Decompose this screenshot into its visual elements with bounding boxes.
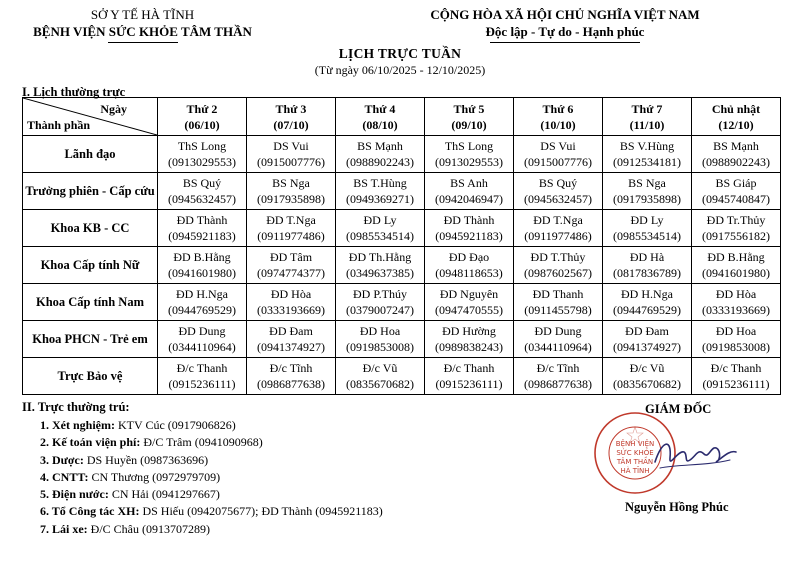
duty-cell xyxy=(158,136,247,173)
duty-value: Đ/C Trâm (0941090968) xyxy=(140,435,263,450)
staff-phone: (0987602567) xyxy=(524,266,592,280)
staff-phone: (0941601980) xyxy=(168,266,236,280)
nation-motto: Độc lập - Tự do - Hạnh phúc xyxy=(485,24,645,39)
staff-phone: (0911455798) xyxy=(524,303,592,317)
staff-phone: (0945632457) xyxy=(524,192,592,206)
list-item xyxy=(40,486,383,503)
day-header xyxy=(158,98,247,136)
staff-phone: (0917556182) xyxy=(702,229,770,243)
duty-cell xyxy=(603,247,692,284)
staff-phone: (0917935898) xyxy=(257,192,325,206)
day-name: Thứ 6 xyxy=(542,101,574,116)
staff-name: BS Mạnh xyxy=(713,139,759,153)
svg-text:SỨC KHỎE: SỨC KHỎE xyxy=(616,449,654,457)
duty-cell xyxy=(514,358,603,395)
staff-phone: (0945632457) xyxy=(168,192,236,206)
corner-label-component: Thành phần xyxy=(27,118,91,132)
staff-name: ĐD P.Thúy xyxy=(352,287,407,301)
table-corner-cell xyxy=(23,98,158,136)
document-date-range: (Từ ngày 06/10/2025 - 12/10/2025) xyxy=(314,63,486,77)
day-header xyxy=(514,98,603,136)
table-body xyxy=(23,136,781,395)
staff-phone: (0915007776) xyxy=(524,155,592,169)
table-row xyxy=(23,284,781,321)
duty-cell xyxy=(425,284,514,321)
staff-name: BS Nga xyxy=(272,176,310,190)
duty-cell xyxy=(158,210,247,247)
staff-name: BS Giáp xyxy=(715,176,757,190)
staff-phone: (0344110964) xyxy=(524,340,592,354)
department-cell: Lãnh đạo xyxy=(23,136,158,173)
duty-cell xyxy=(692,284,781,321)
day-name: Thứ 2 xyxy=(186,101,218,116)
staff-name: BS V.Hùng xyxy=(619,139,675,153)
staff-phone: (0344110964) xyxy=(168,340,236,354)
duty-value: CN Thương (0972979709) xyxy=(88,469,221,484)
staff-name: ĐD Nguyên xyxy=(439,287,499,301)
day-header xyxy=(247,98,336,136)
staff-phone: (0947470555) xyxy=(435,303,503,317)
table-row xyxy=(23,136,781,173)
duty-cell xyxy=(692,358,781,395)
staff-phone: (0919853008) xyxy=(702,340,770,354)
staff-name: Đ/c Vũ xyxy=(362,361,398,375)
day-name: Thứ 4 xyxy=(364,101,396,116)
duty-cell xyxy=(692,247,781,284)
duty-cell xyxy=(158,173,247,210)
staff-name: ĐD H.Nga xyxy=(176,287,228,301)
staff-name: Đ/c Vũ xyxy=(629,361,665,375)
staff-phone: (0989838243) xyxy=(435,340,503,354)
staff-phone: (0945921183) xyxy=(435,229,503,243)
staff-name: ĐD Dung xyxy=(178,324,226,338)
duty-cell xyxy=(692,173,781,210)
duty-cell xyxy=(158,358,247,395)
staff-name: ĐD Hoa xyxy=(715,324,757,338)
list-item xyxy=(40,417,383,434)
department-cell: Trưởng phiên - Cấp cứu xyxy=(23,173,158,210)
staff-name: BS Mạnh xyxy=(357,139,403,153)
staff-phone: (0917935898) xyxy=(613,192,681,206)
staff-phone: (0949369271) xyxy=(346,192,414,206)
org-underline xyxy=(108,42,178,43)
staff-phone: (0948118653) xyxy=(435,266,503,280)
staff-name: ĐD T.Nga xyxy=(533,213,583,227)
handwritten-signature-icon xyxy=(650,420,740,480)
duty-cell xyxy=(247,247,336,284)
staff-phone: (0944769529) xyxy=(613,303,681,317)
duty-value: CN Hải (0941297667) xyxy=(108,487,220,502)
duty-cell xyxy=(336,284,425,321)
staff-name: ĐD Thanh xyxy=(532,287,584,301)
staff-name: ĐD Hà xyxy=(629,250,665,264)
duty-cell xyxy=(247,136,336,173)
department-cell: Khoa PHCN - Trẻ em xyxy=(23,321,158,358)
staff-name: ĐD Đam xyxy=(625,324,669,338)
staff-name: ThS Long xyxy=(444,139,494,153)
staff-name: BS Anh xyxy=(450,176,488,190)
staff-name: BS T.Hùng xyxy=(353,176,407,190)
signature-title: GIÁM ĐỐC xyxy=(645,402,712,416)
department-cell: Trực Bảo vệ xyxy=(23,358,158,395)
staff-name: DS Vui xyxy=(273,139,309,153)
duty-label: 5. Điện nước: xyxy=(40,487,109,502)
staff-phone: (0941601980) xyxy=(702,266,770,280)
national-header xyxy=(420,6,710,43)
duty-cell xyxy=(692,136,781,173)
duty-cell xyxy=(158,321,247,358)
staff-phone: (0817836789) xyxy=(613,266,681,280)
duty-cell xyxy=(603,136,692,173)
staff-name: Đ/c Thanh xyxy=(176,361,228,375)
staff-name: ĐD H.Nga xyxy=(621,287,673,301)
org-line-1: SỞ Y TẾ HÀ TĨNH xyxy=(90,7,195,22)
duty-cell xyxy=(425,247,514,284)
staff-name: ĐD Hòa xyxy=(270,287,312,301)
staff-phone: (0985534514) xyxy=(346,229,414,243)
staff-phone: (0988902243) xyxy=(702,155,770,169)
list-item xyxy=(40,434,383,451)
staff-name: ĐD Đạo xyxy=(448,250,490,264)
staff-phone: (0915236111) xyxy=(702,377,770,391)
duty-cell xyxy=(425,136,514,173)
motto-underline xyxy=(490,42,640,43)
staff-phone: (0379007247) xyxy=(346,303,414,317)
table-row xyxy=(23,210,781,247)
staff-name: Đ/c Tĩnh xyxy=(536,361,580,375)
duty-cell xyxy=(247,358,336,395)
staff-name: BS Nga xyxy=(628,176,666,190)
duty-label: 7. Lái xe: xyxy=(40,521,88,536)
duty-label: 2. Kế toán viện phí: xyxy=(40,435,141,450)
day-header xyxy=(692,98,781,136)
duty-label: 6. Tổ Công tác XH: xyxy=(40,504,140,519)
duty-cell xyxy=(247,284,336,321)
table-row xyxy=(23,247,781,284)
duty-cell xyxy=(692,210,781,247)
staff-name: ĐD Th.Hằng xyxy=(348,250,412,264)
staff-name: ĐD Thành xyxy=(443,213,495,227)
duty-value: DS Huyền (0987363696) xyxy=(83,452,209,467)
table-row xyxy=(23,358,781,395)
staff-phone: (0915007776) xyxy=(257,155,325,169)
duty-value: KTV Cúc (0917906826) xyxy=(115,418,236,432)
staff-name: ĐD Hoa xyxy=(359,324,401,338)
staff-phone: (0915236111) xyxy=(435,377,503,391)
resident-duty-list xyxy=(40,417,383,538)
day-header xyxy=(603,98,692,136)
duty-label: 3. Dược: xyxy=(40,452,84,467)
duty-cell xyxy=(425,321,514,358)
duty-cell xyxy=(603,284,692,321)
duty-cell xyxy=(336,210,425,247)
org-line-2: BỆNH VIỆN SỨC KHỎE TÂM THẦN xyxy=(33,24,252,39)
nation-line-1: CỘNG HÒA XÃ HỘI CHỦ NGHĨA VIỆT NAM xyxy=(430,7,700,22)
staff-name: ĐD T.Nga xyxy=(266,213,316,227)
duty-cell xyxy=(514,284,603,321)
staff-name: ĐD Tâm xyxy=(269,250,313,264)
duty-cell xyxy=(514,173,603,210)
day-name: Chủ nhật xyxy=(711,101,761,116)
day-date: (12/10) xyxy=(718,117,754,132)
table-row xyxy=(23,173,781,210)
staff-name: ĐD Dung xyxy=(534,324,582,338)
signer-name: Nguyễn Hồng Phúc xyxy=(625,500,729,514)
duty-value: DS Hiếu (0942075677); ĐD Thành (0945921183) xyxy=(139,504,383,519)
svg-text:HÀ TĨNH: HÀ TĨNH xyxy=(620,467,650,475)
duty-cell xyxy=(247,173,336,210)
staff-phone: (0941374927) xyxy=(257,340,325,354)
duty-schedule-table xyxy=(22,97,781,395)
staff-phone: (0941374927) xyxy=(613,340,681,354)
staff-phone: (0911977486) xyxy=(524,229,592,243)
list-item xyxy=(40,452,383,469)
day-date: (06/10) xyxy=(184,117,220,132)
duty-label: 4. CNTT: xyxy=(40,469,89,484)
staff-phone: (0985534514) xyxy=(613,229,681,243)
department-cell: Khoa Cấp tính Nữ xyxy=(23,247,158,284)
staff-name: DS Vui xyxy=(540,139,576,153)
duty-cell xyxy=(514,247,603,284)
staff-phone: (0986877638) xyxy=(257,377,325,391)
staff-phone: (0349637385) xyxy=(346,266,414,280)
staff-phone: (0913029553) xyxy=(435,155,503,169)
day-date: (07/10) xyxy=(273,117,309,132)
section-2-heading: II. Trực thường trú: xyxy=(22,400,130,414)
staff-name: ĐD B.Hằng xyxy=(707,250,765,264)
day-header xyxy=(336,98,425,136)
staff-name: ĐD Ly xyxy=(363,213,397,227)
staff-name: BS Quý xyxy=(182,176,222,190)
staff-phone: (0912534181) xyxy=(613,155,681,169)
staff-phone: (0333193669) xyxy=(702,303,770,317)
duty-cell xyxy=(603,358,692,395)
staff-phone: (0915236111) xyxy=(168,377,236,391)
table-row xyxy=(23,321,781,358)
duty-cell xyxy=(336,173,425,210)
staff-name: Đ/c Thanh xyxy=(710,361,762,375)
staff-name: ĐD Hường xyxy=(442,324,496,338)
staff-phone: (0911977486) xyxy=(257,229,325,243)
staff-name: ĐD Đam xyxy=(269,324,313,338)
day-name: Thứ 7 xyxy=(631,101,663,116)
staff-phone: (0986877638) xyxy=(524,377,592,391)
duty-cell xyxy=(425,173,514,210)
day-header xyxy=(425,98,514,136)
duty-cell xyxy=(336,321,425,358)
duty-cell xyxy=(425,358,514,395)
staff-phone: (0919853008) xyxy=(346,340,414,354)
staff-phone: (0942046947) xyxy=(435,192,503,206)
staff-name: ĐD Tr.Thủy xyxy=(706,213,766,227)
staff-name: ĐD T.Thủy xyxy=(530,250,586,264)
day-date: (11/10) xyxy=(629,117,665,132)
staff-name: Đ/c Thanh xyxy=(443,361,495,375)
staff-phone: (0945740847) xyxy=(702,192,770,206)
duty-cell xyxy=(603,321,692,358)
day-date: (09/10) xyxy=(451,117,487,132)
duty-cell xyxy=(336,358,425,395)
table-header-row xyxy=(23,98,781,136)
duty-cell xyxy=(514,321,603,358)
staff-name: ĐD Hòa xyxy=(715,287,757,301)
duty-cell xyxy=(158,284,247,321)
duty-label: 1. Xét nghiệm: xyxy=(40,418,115,432)
duty-value: Đ/C Châu (0913707289) xyxy=(87,521,210,536)
svg-text:BỆNH VIỆN: BỆNH VIỆN xyxy=(615,440,655,448)
staff-phone: (0835670682) xyxy=(346,377,414,391)
list-item xyxy=(40,521,383,538)
section-1-heading: I. Lịch thường trực xyxy=(22,85,126,99)
organization-header xyxy=(20,6,265,43)
duty-cell xyxy=(336,247,425,284)
duty-cell xyxy=(514,136,603,173)
day-date: (10/10) xyxy=(540,117,576,132)
document-title: LỊCH TRỰC TUẦN xyxy=(338,46,462,61)
staff-name: Đ/c Tĩnh xyxy=(269,361,313,375)
duty-cell xyxy=(514,210,603,247)
corner-label-day: Ngày xyxy=(100,102,127,116)
department-cell: Khoa Cấp tính Nam xyxy=(23,284,158,321)
staff-name: ĐD Thành xyxy=(176,213,228,227)
staff-name: ĐD Ly xyxy=(630,213,664,227)
staff-phone: (0913029553) xyxy=(168,155,236,169)
staff-name: BS Quý xyxy=(538,176,578,190)
department-cell: Khoa KB - CC xyxy=(23,210,158,247)
day-name: Thứ 3 xyxy=(275,101,307,116)
staff-name: ThS Long xyxy=(177,139,227,153)
staff-name: ĐD B.Hằng xyxy=(173,250,231,264)
day-date: (08/10) xyxy=(362,117,398,132)
staff-phone: (0988902243) xyxy=(346,155,414,169)
staff-phone: (0944769529) xyxy=(168,303,236,317)
list-item xyxy=(40,469,383,486)
day-name: Thứ 5 xyxy=(453,101,485,116)
staff-phone: (0333193669) xyxy=(257,303,325,317)
duty-cell xyxy=(336,136,425,173)
staff-phone: (0835670682) xyxy=(613,377,681,391)
staff-phone: (0974774377) xyxy=(257,266,325,280)
duty-cell xyxy=(158,247,247,284)
duty-cell xyxy=(692,321,781,358)
list-item xyxy=(40,503,383,520)
duty-cell xyxy=(425,210,514,247)
duty-cell xyxy=(603,210,692,247)
duty-cell xyxy=(247,210,336,247)
svg-text:TÂM THẦN: TÂM THẦN xyxy=(616,458,654,466)
duty-cell xyxy=(247,321,336,358)
staff-phone: (0945921183) xyxy=(168,229,236,243)
duty-cell xyxy=(603,173,692,210)
